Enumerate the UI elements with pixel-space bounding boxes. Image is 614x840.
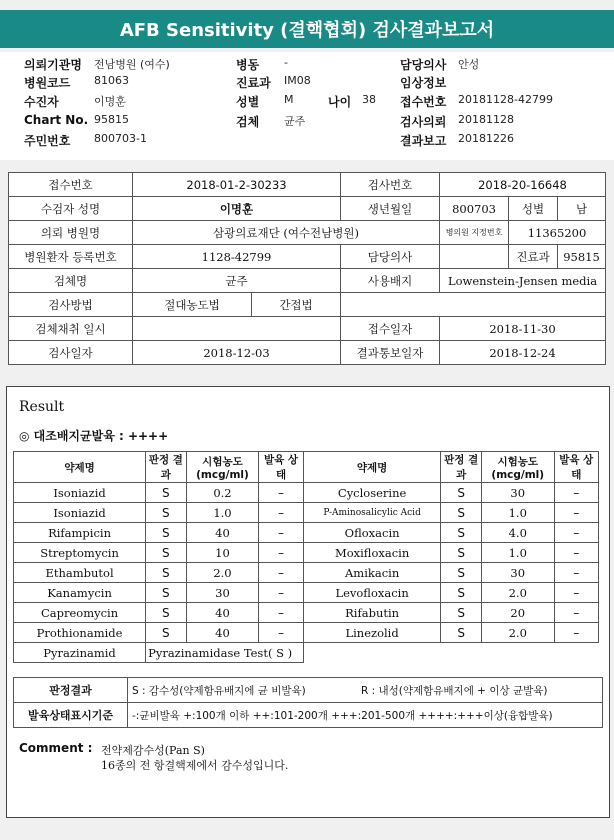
meta-label: 검체채취 일시 [9, 317, 133, 341]
hospcode-label: 병원코드 [24, 76, 71, 90]
drug-name: Capreomycin [14, 603, 146, 623]
judge-result: S [146, 563, 187, 583]
accno-label: 접수번호 [400, 95, 447, 109]
meta-value: 2018-11-30 [440, 317, 606, 341]
judge-result: S [441, 503, 481, 523]
drug-name: Streptomycin [14, 543, 146, 563]
table-row [14, 643, 599, 663]
growth-state: – [259, 503, 303, 523]
meta-label: 접수번호 [9, 173, 133, 197]
test-conc: 2.0 [481, 583, 554, 603]
ward-label: 병동 [236, 58, 260, 72]
age-label: 나이 [328, 95, 352, 109]
meta-label: 사용배지 [341, 269, 440, 293]
meta-value: 2018-01-2-30233 [133, 173, 341, 197]
col-conc: 시험농도 (mcg/ml) [186, 452, 259, 483]
meta-value: 균주 [133, 269, 341, 293]
patient-label: 수진자 [24, 95, 59, 109]
comment-line: 16종의 전 항결핵제에서 감수성입니다. [101, 759, 289, 772]
control-growth: ◎ 대조배지균발육 : ++++ [19, 429, 169, 443]
growth-state: – [554, 563, 598, 583]
growth-state: – [259, 623, 303, 643]
test-conc: 4.0 [481, 523, 554, 543]
table-row [14, 563, 599, 583]
test-conc: 1.0 [186, 503, 259, 523]
test-conc: 30 [481, 563, 554, 583]
growth-state: – [554, 483, 598, 503]
test-conc: 2.0 [481, 623, 554, 643]
drug-name: Amikacin [303, 563, 441, 583]
drug-name: Isoniazid [14, 503, 146, 523]
meta-label: 검체명 [9, 269, 133, 293]
ward-value: - [284, 56, 288, 69]
idno-label: 주민번호 [24, 134, 71, 148]
col-drug: 약제명 [303, 452, 441, 483]
drug-name: P-Aminosalicylic Acid [303, 503, 441, 523]
comment [19, 741, 289, 772]
meta-value [341, 293, 606, 317]
meta-label: 성별 [509, 197, 558, 221]
meta-label: 진료과 [509, 245, 558, 269]
drug-name: Linezolid [303, 623, 441, 643]
test-conc: 20 [481, 603, 554, 623]
drug-name: Pyrazinamid [14, 643, 146, 663]
judge-key-label: 판정결과 [14, 678, 128, 703]
meta-label: 결과통보일자 [341, 341, 440, 365]
meta-value: Lowenstein-Jensen media [440, 269, 606, 293]
judge-result: S [441, 523, 481, 543]
meta-value: 2018-12-24 [440, 341, 606, 365]
test-conc: 40 [186, 603, 259, 623]
meta-value: 95815 [558, 245, 606, 269]
report-title: AFB Sensitivity (결핵협회) 검사결과보고서 [0, 10, 614, 48]
doctor-value: 안성 [458, 58, 480, 71]
specimen-value: 균주 [284, 115, 306, 128]
col-growth: 발육 상태 [259, 452, 303, 483]
test-conc: 2.0 [186, 563, 259, 583]
meta-value: 남 [558, 197, 606, 221]
dept-value: IM08 [284, 74, 311, 87]
growth-state: – [554, 623, 598, 643]
meta-value: 2018-20-16648 [440, 173, 606, 197]
table-row [14, 583, 599, 603]
judge-key-r: R : 내성(약제함유배지에 + 이상 균발육) [357, 678, 603, 703]
meta-value: 간접법 [252, 293, 341, 317]
drug-name: Cycloserine [303, 483, 441, 503]
meta-label: 의뢰 병원명 [9, 221, 133, 245]
test-conc: 10 [186, 543, 259, 563]
judge-result: S [441, 543, 481, 563]
table-row [14, 603, 599, 623]
meta-label: 병의원 지정번호 [440, 221, 509, 245]
table-row [14, 483, 599, 503]
judge-key-s: S : 감수성(약제함유배지에 균 비발육) [128, 678, 357, 703]
test-conc: 30 [481, 483, 554, 503]
empty-cell [303, 643, 598, 663]
judge-result: S [441, 623, 481, 643]
dept-label: 진료과 [236, 76, 271, 90]
test-conc: 0.2 [186, 483, 259, 503]
clinical-label: 임상정보 [400, 76, 447, 90]
patient-value: 이명훈 [94, 95, 126, 108]
judge-result: S [146, 483, 187, 503]
meta-value: 2018-12-03 [133, 341, 341, 365]
drug-name: Moxifloxacin [303, 543, 441, 563]
judge-result: S [441, 563, 481, 583]
growth-state: – [554, 603, 598, 623]
test-conc: 1.0 [481, 543, 554, 563]
specimen-meta-table [8, 172, 606, 365]
growth-state: – [259, 483, 303, 503]
col-growth: 발육 상태 [554, 452, 598, 483]
meta-label: 검사방법 [9, 293, 133, 317]
meta-label: 수검자 성명 [9, 197, 133, 221]
doctor-label: 담당의사 [400, 58, 447, 72]
table-row [14, 543, 599, 563]
judge-result: S [146, 503, 187, 523]
meta-value [440, 245, 509, 269]
judge-result: S [441, 603, 481, 623]
meta-value: 이명훈 [133, 197, 341, 221]
growth-state: – [259, 563, 303, 583]
sex-label: 성별 [236, 95, 260, 109]
col-conc: 시험농도 (mcg/ml) [481, 452, 554, 483]
drug-name: Rifampicin [14, 523, 146, 543]
hospcode-value: 81063 [94, 74, 129, 87]
meta-value: 삼광의료재단 (여수전남병원) [133, 221, 440, 245]
judge-result: S [146, 603, 187, 623]
test-conc: 1.0 [481, 503, 554, 523]
drug-name: Kanamycin [14, 583, 146, 603]
table-row [14, 503, 599, 523]
req-label: 검사의뢰 [400, 115, 447, 129]
comment-label: Comment : [19, 741, 93, 755]
growth-state: – [554, 543, 598, 563]
test-conc: 40 [186, 523, 259, 543]
institution-value: 전남병원 (여수) [94, 58, 170, 71]
comment-line: 전약제감수성(Pan S) [101, 744, 205, 757]
meta-label: 병원환자 등록번호 [9, 245, 133, 269]
chart-label: Chart No. [24, 113, 89, 127]
meta-label: 검사일자 [9, 341, 133, 365]
judge-result: S [146, 523, 187, 543]
judge-result: S [441, 483, 481, 503]
test-conc: 40 [186, 623, 259, 643]
drug-name: Rifabutin [303, 603, 441, 623]
judge-result: S [146, 583, 187, 603]
col-judge: 판정 결과 [441, 452, 481, 483]
judge-result: S [146, 623, 187, 643]
idno-value: 800703-1 [94, 132, 147, 145]
growth-state: – [554, 503, 598, 523]
meta-label: 생년월일 [341, 197, 440, 221]
growth-state: – [259, 583, 303, 603]
col-drug: 약제명 [14, 452, 146, 483]
drug-name: Levofloxacin [303, 583, 441, 603]
legend-table [13, 677, 603, 728]
growth-state: – [259, 523, 303, 543]
meta-value: 800703 [440, 197, 509, 221]
age-value: 38 [362, 93, 376, 106]
growth-state: – [554, 523, 598, 543]
meta-value: 1128-42799 [133, 245, 341, 269]
meta-label: 담당의사 [341, 245, 440, 269]
chart-value: 95815 [94, 113, 129, 126]
meta-label: 접수일자 [341, 317, 440, 341]
specimen-label: 검체 [236, 115, 260, 129]
meta-value: 절대농도법 [133, 293, 252, 317]
judge-result: S [146, 543, 187, 563]
drug-name: Prothionamide [14, 623, 146, 643]
accno-value: 20181128-42799 [458, 93, 553, 106]
growth-state: – [259, 543, 303, 563]
report-label: 결과보고 [400, 134, 447, 148]
drug-name: Ethambutol [14, 563, 146, 583]
pza-test: Pyrazinamidase Test( S ) [146, 643, 304, 663]
drug-name: Ofloxacin [303, 523, 441, 543]
meta-value [133, 317, 341, 341]
meta-value: 11365200 [509, 221, 606, 245]
institution-label: 의뢰기관명 [24, 58, 82, 72]
growth-state: – [259, 603, 303, 623]
judge-result: S [441, 583, 481, 603]
result-title: Result [19, 399, 65, 415]
patient-info [0, 52, 614, 160]
growth-state: – [554, 583, 598, 603]
drug-name: Isoniazid [14, 483, 146, 503]
meta-label: 검사번호 [341, 173, 440, 197]
result-section [6, 386, 610, 818]
col-judge: 판정 결과 [146, 452, 187, 483]
sex-value: M [284, 93, 294, 106]
table-row [14, 523, 599, 543]
comment-text [101, 743, 601, 773]
req-value: 20181128 [458, 113, 514, 126]
growth-key-label: 발육상태표시기준 [14, 703, 128, 728]
report-value: 20181226 [458, 132, 514, 145]
table-row [14, 623, 599, 643]
test-conc: 30 [186, 583, 259, 603]
growth-key: -:균비발육 +:100개 이하 ++:101-200개 +++:201-500개 ++++:+++이상(융합발육) [128, 703, 603, 728]
drug-table [13, 451, 599, 663]
